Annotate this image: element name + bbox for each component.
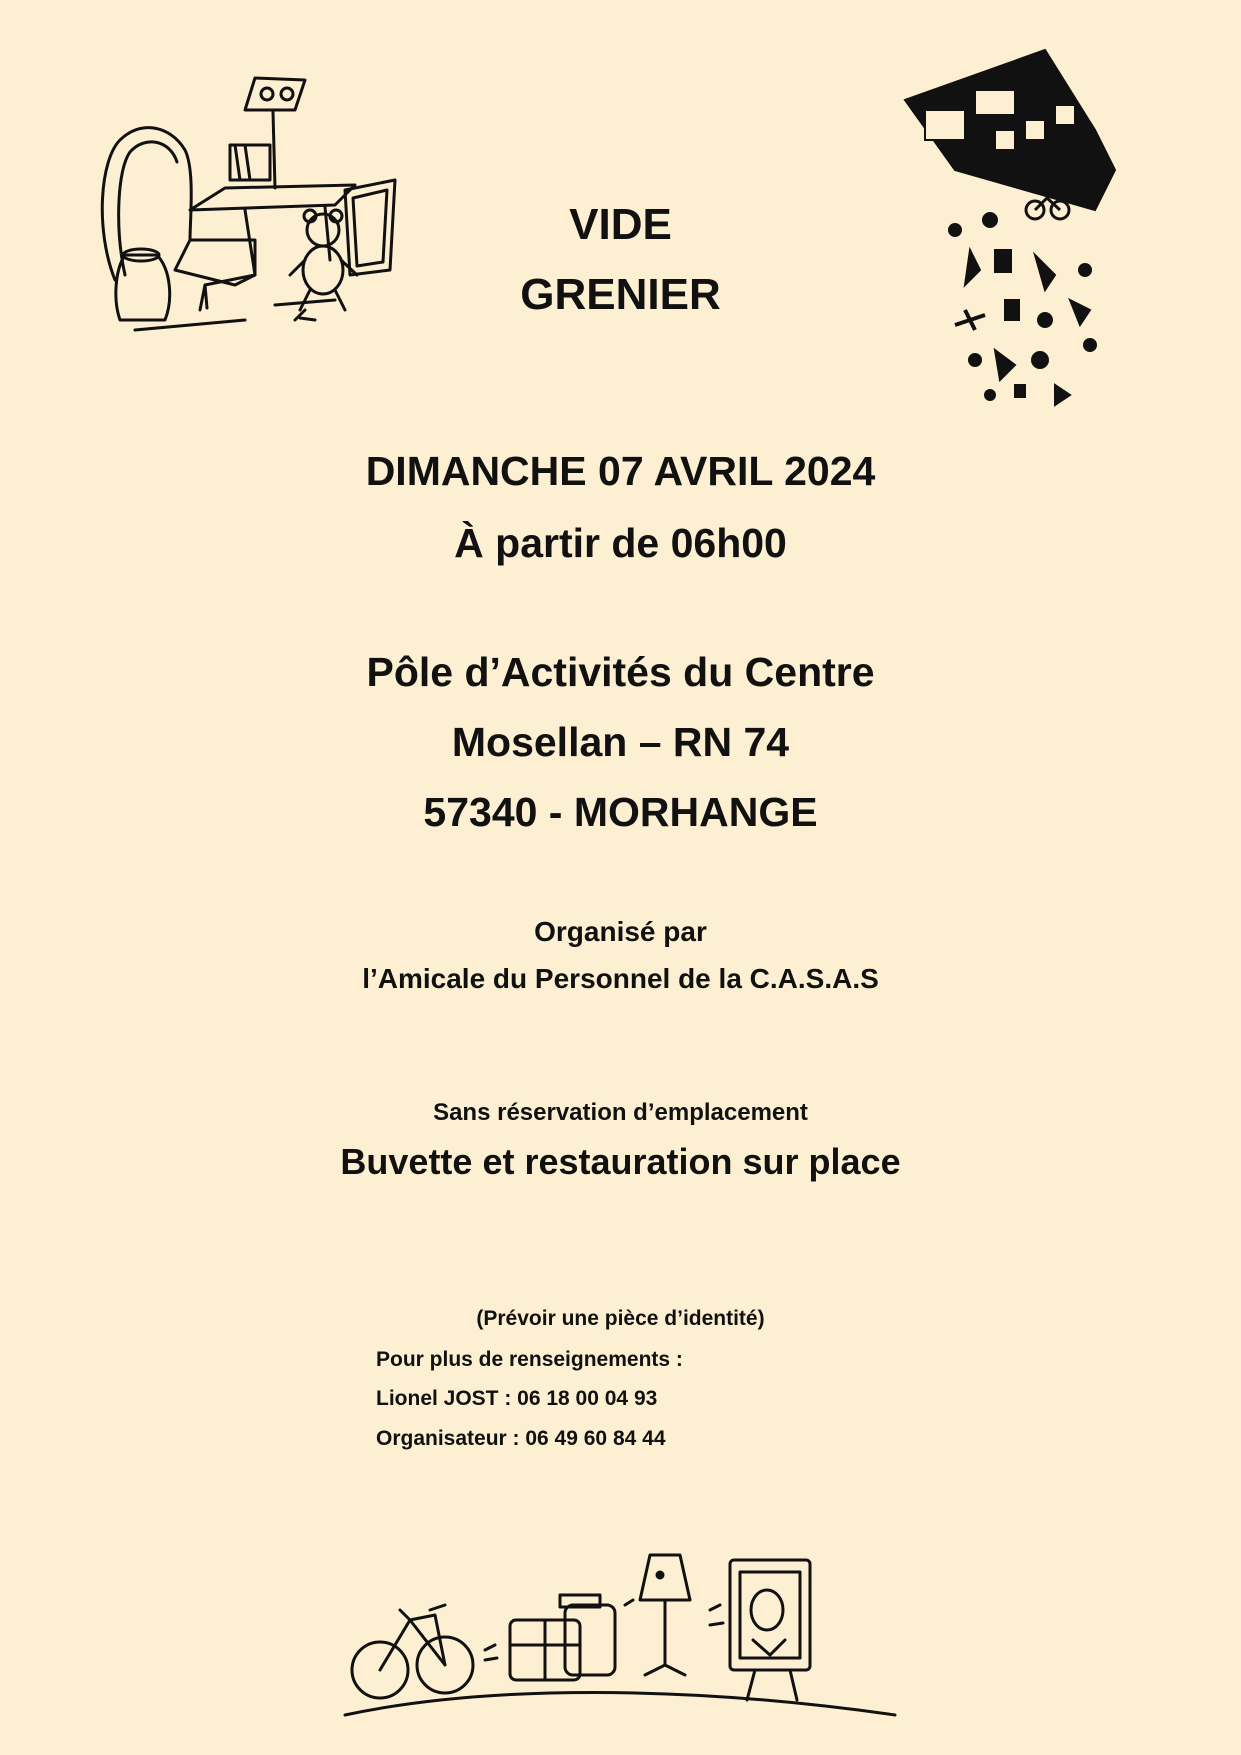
event-date: DIMANCHE 07 AVRIL 2024	[365, 448, 876, 494]
address-line-2: Mosellan – RN 74	[451, 719, 790, 765]
info-heading: Pour plus de renseignements :	[376, 1348, 683, 1371]
refreshments-note: Buvette et restauration sur place	[340, 1141, 901, 1182]
title-line-2: GRENIER	[520, 270, 721, 319]
id-note: (Prévoir une pièce d’identité)	[476, 1307, 765, 1330]
address-line-3: 57340 - MORHANGE	[423, 789, 818, 835]
organised-by-label: Organisé par	[534, 916, 707, 947]
no-reservation-note: Sans réservation d’emplacement	[433, 1099, 808, 1126]
title-line-1: VIDE	[569, 200, 672, 249]
event-time: À partir de 06h00	[454, 520, 787, 566]
contact-phone-2: Organisateur : 06 49 60 84 44	[376, 1427, 666, 1450]
organiser-name: l’Amicale du Personnel de la C.A.S.A.S	[362, 963, 879, 994]
address-line-1: Pôle d’Activités du Centre	[366, 649, 875, 695]
contact-phone-1: Lionel JOST : 06 18 00 04 93	[376, 1387, 658, 1410]
walking-objects-illustration	[335, 1510, 915, 1730]
